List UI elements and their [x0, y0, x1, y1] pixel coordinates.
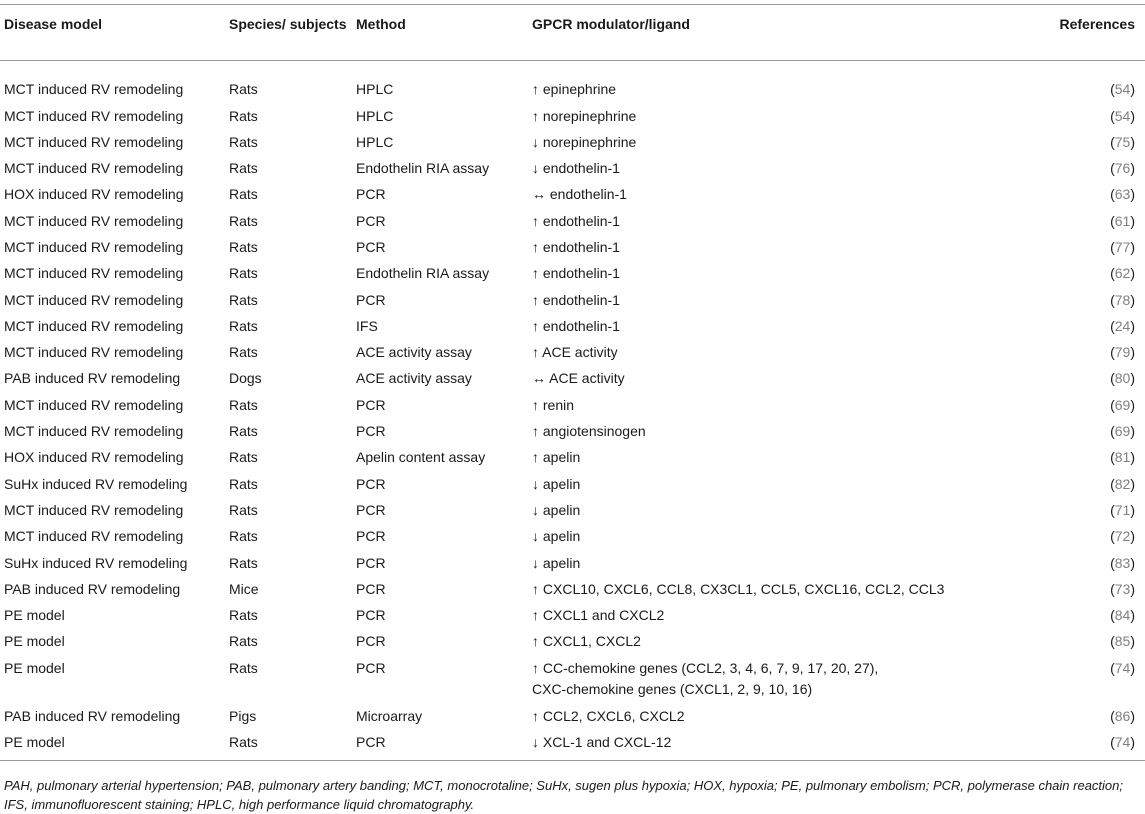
ref-paren-close: ) [1130, 396, 1135, 413]
cell-reference [1015, 61, 1145, 103]
ref-number[interactable]: 81 [1114, 449, 1131, 466]
table-row [0, 339, 1145, 365]
table-row [0, 602, 1145, 628]
ref-paren-close: ) [1130, 291, 1135, 308]
ref-paren-close: ) [1130, 475, 1135, 492]
cell-disease-model: HOX induced RV remodeling [4, 449, 184, 466]
cell-ligand: ↑ CXCL1, CXCL2 [532, 633, 641, 650]
table-row [0, 523, 1145, 549]
cell-method: PCR [356, 734, 386, 751]
table-row [0, 313, 1145, 339]
cell-reference [1015, 703, 1145, 729]
cell-method: HPLC [356, 81, 394, 97]
table-row [0, 576, 1145, 602]
table-row [0, 365, 1145, 391]
cell-ligand: ↑ ACE activity [532, 344, 618, 361]
ref-number[interactable]: 74 [1114, 659, 1131, 676]
ref-paren-open: ( [1110, 423, 1115, 440]
cell-reference [1015, 444, 1145, 470]
cell-disease-model: MCT induced RV remodeling [4, 528, 184, 545]
ref-paren-close: ) [1130, 734, 1135, 751]
cell-species: Rats [229, 344, 258, 361]
cell-disease-model: MCT induced RV remodeling [4, 344, 184, 361]
cell-species: Rats [229, 265, 258, 282]
ref-number[interactable]: 73 [1114, 580, 1131, 597]
cell-reference [1015, 602, 1145, 628]
table-row [0, 703, 1145, 729]
cell-disease-model: MCT induced RV remodeling [4, 265, 184, 282]
cell-reference [1015, 392, 1145, 418]
cell-ligand: ↓ norepinephrine [532, 133, 637, 150]
cell-method: ACE activity assay [356, 344, 472, 361]
cell-ligand: ↑ norepinephrine [532, 107, 637, 124]
ref-paren-close: ) [1130, 81, 1135, 97]
cell-reference [1015, 287, 1145, 313]
cell-method: IFS [356, 317, 378, 334]
ref-number[interactable]: 79 [1114, 344, 1131, 361]
ref-number[interactable]: 72 [1114, 528, 1131, 545]
cell-species: Rats [229, 317, 258, 334]
cell-ligand: ↔ endothelin-1 [532, 186, 627, 203]
cell-ligand: ↑ endothelin-1 [532, 212, 620, 229]
cell-method: Endothelin RIA assay [356, 160, 490, 177]
cell-disease-model: MCT induced RV remodeling [4, 160, 184, 177]
ref-paren-open: ( [1110, 528, 1115, 545]
cell-reference [1015, 576, 1145, 602]
cell-species: Rats [229, 423, 258, 440]
ref-paren-close: ) [1130, 238, 1135, 255]
table-row [0, 155, 1145, 181]
ref-number[interactable]: 83 [1114, 554, 1131, 571]
cell-method: PCR [356, 238, 386, 255]
table-row [0, 61, 1145, 103]
table-row [0, 234, 1145, 260]
cell-disease-model: PAB induced RV remodeling [4, 370, 181, 387]
cell-disease-model: MCT induced RV remodeling [4, 133, 184, 150]
ref-number[interactable]: 75 [1114, 133, 1131, 150]
header-references: References [1059, 16, 1135, 32]
ref-paren-open: ( [1110, 291, 1115, 308]
cell-species: Mice [229, 580, 259, 597]
ref-paren-open: ( [1110, 607, 1115, 624]
cell-reference [1015, 234, 1145, 260]
table-row [0, 260, 1145, 286]
cell-species: Rats [229, 475, 258, 492]
ref-number[interactable]: 69 [1114, 396, 1131, 413]
ref-paren-open: ( [1110, 370, 1115, 387]
cell-species: Rats [229, 633, 258, 650]
cell-reference [1015, 729, 1145, 760]
ref-paren-open: ( [1110, 554, 1115, 571]
cell-species: Rats [229, 501, 258, 518]
table-row [0, 550, 1145, 576]
ref-paren-close: ) [1130, 607, 1135, 624]
ligand-line-1: ↑ CC-chemokine genes (CCL2, 3, 4, 6, 7, 9, 17, 20, 27), [532, 659, 879, 676]
cell-reference [1015, 129, 1145, 155]
cell-method: PCR [356, 186, 386, 203]
cell-reference [1015, 103, 1145, 129]
ref-number[interactable]: 54 [1114, 107, 1131, 124]
cell-method: Microarray [356, 707, 423, 724]
ligand-line-2: CXC-chemokine genes (CXCL1, 2, 9, 10, 16) [532, 680, 813, 697]
cell-species: Rats [229, 659, 258, 676]
ref-paren-close: ) [1130, 317, 1135, 334]
ref-paren-close: ) [1130, 449, 1135, 466]
cell-reference [1015, 655, 1145, 703]
ref-paren-close: ) [1130, 344, 1135, 361]
ref-number[interactable]: 85 [1114, 633, 1131, 650]
cell-ligand: ↑ angiotensinogen [532, 423, 646, 440]
cell-disease-model: MCT induced RV remodeling [4, 238, 184, 255]
cell-species: Rats [229, 81, 258, 97]
table-row [0, 129, 1145, 155]
ref-paren-open: ( [1110, 659, 1115, 676]
ref-paren-open: ( [1110, 265, 1115, 282]
cell-method: PCR [356, 607, 386, 624]
cell-species: Rats [229, 449, 258, 466]
ref-paren-close: ) [1130, 265, 1135, 282]
table-body [0, 61, 1145, 761]
cell-species: Dogs [229, 370, 262, 387]
ref-paren-close: ) [1130, 528, 1135, 545]
table-row [0, 471, 1145, 497]
ref-paren-close: ) [1130, 501, 1135, 518]
cell-species: Rats [229, 238, 258, 255]
cell-species: Rats [229, 396, 258, 413]
cell-disease-model: MCT induced RV remodeling [4, 423, 184, 440]
cell-ligand: ↔ ACE activity [532, 370, 625, 387]
ref-paren-close: ) [1130, 580, 1135, 597]
ref-number[interactable]: 78 [1114, 291, 1131, 308]
cell-species: Rats [229, 160, 258, 177]
cell-ligand: ↑ endothelin-1 [532, 238, 620, 255]
cell-species: Rats [229, 607, 258, 624]
ref-paren-close: ) [1130, 160, 1135, 177]
cell-disease-model: MCT induced RV remodeling [4, 81, 184, 97]
cell-method: PCR [356, 423, 386, 440]
ref-paren-open: ( [1110, 449, 1115, 466]
cell-reference [1015, 155, 1145, 181]
header-disease-model: Disease model [4, 16, 103, 32]
ref-paren-close: ) [1130, 186, 1135, 203]
gpcr-table [0, 4, 1145, 761]
ref-paren-open: ( [1110, 396, 1115, 413]
table-row [0, 655, 1145, 703]
ref-paren-open: ( [1110, 734, 1115, 751]
cell-method: PCR [356, 554, 386, 571]
ref-number[interactable]: 74 [1114, 734, 1131, 751]
cell-method: Endothelin RIA assay [356, 265, 490, 282]
cell-reference [1015, 365, 1145, 391]
cell-ligand: ↑ endothelin-1 [532, 317, 620, 334]
cell-method: PCR [356, 475, 386, 492]
ref-number[interactable]: 76 [1114, 160, 1131, 177]
cell-method: PCR [356, 528, 386, 545]
cell-ligand: ↑ apelin [532, 449, 581, 466]
cell-method: HPLC [356, 133, 394, 150]
cell-reference [1015, 418, 1145, 444]
table-row [0, 287, 1145, 313]
cell-method: HPLC [356, 107, 394, 124]
cell-reference [1015, 313, 1145, 339]
cell-ligand: ↑ CCL2, CXCL6, CXCL2 [532, 707, 685, 724]
cell-reference [1015, 628, 1145, 654]
table-row [0, 418, 1145, 444]
cell-species: Pigs [229, 707, 257, 724]
cell-ligand: ↑ renin [532, 396, 575, 413]
ref-number[interactable]: 24 [1114, 317, 1131, 334]
ref-number[interactable]: 63 [1114, 186, 1131, 203]
table-row [0, 181, 1145, 207]
ref-number[interactable]: 54 [1114, 81, 1131, 97]
cell-disease-model: PE model [4, 659, 65, 676]
cell-disease-model: PAB induced RV remodeling [4, 707, 181, 724]
cell-method: PCR [356, 580, 386, 597]
cell-ligand: ↓ apelin [532, 554, 581, 571]
cell-reference [1015, 181, 1145, 207]
cell-species: Rats [229, 107, 258, 124]
ref-paren-open: ( [1110, 633, 1115, 650]
cell-ligand [528, 655, 1015, 703]
ref-number[interactable]: 69 [1114, 423, 1131, 440]
ref-paren-close: ) [1130, 659, 1135, 676]
cell-method: PCR [356, 212, 386, 229]
ref-paren-open: ( [1110, 475, 1115, 492]
table-row [0, 444, 1145, 470]
cell-ligand: ↓ apelin [532, 501, 581, 518]
cell-disease-model: PE model [4, 607, 65, 624]
cell-method: Apelin content assay [356, 449, 486, 466]
header-row [0, 5, 1145, 61]
header-ligand: GPCR modulator/ligand [532, 16, 690, 32]
table-row [0, 497, 1145, 523]
cell-method: PCR [356, 633, 386, 650]
cell-species: Rats [229, 528, 258, 545]
header-method: Method [356, 16, 406, 32]
cell-ligand: ↑ epinephrine [532, 81, 617, 97]
cell-method: PCR [356, 659, 386, 676]
ref-paren-open: ( [1110, 501, 1115, 518]
cell-disease-model: PE model [4, 734, 65, 751]
ref-paren-close: ) [1130, 423, 1135, 440]
cell-species: Rats [229, 212, 258, 229]
ref-number[interactable]: 62 [1114, 265, 1131, 282]
cell-method: PCR [356, 501, 386, 518]
ref-paren-open: ( [1110, 344, 1115, 361]
cell-reference [1015, 497, 1145, 523]
ref-paren-open: ( [1110, 238, 1115, 255]
cell-ligand: ↓ endothelin-1 [532, 160, 620, 177]
cell-species: Rats [229, 186, 258, 203]
ref-number[interactable]: 61 [1114, 212, 1131, 229]
ref-paren-close: ) [1130, 133, 1135, 150]
cell-method: ACE activity assay [356, 370, 472, 387]
ref-paren-open: ( [1110, 81, 1115, 97]
ref-paren-close: ) [1130, 707, 1135, 724]
cell-disease-model: PE model [4, 633, 65, 650]
cell-disease-model: HOX induced RV remodeling [4, 186, 184, 203]
cell-ligand: ↓ apelin [532, 528, 581, 545]
cell-ligand: ↑ CXCL10, CXCL6, CCL8, CX3CL1, CCL5, CXCL16, CCL2, CCL3 [532, 580, 945, 597]
cell-method: PCR [356, 291, 386, 308]
ref-paren-open: ( [1110, 186, 1115, 203]
ref-number[interactable]: 77 [1114, 238, 1131, 255]
cell-disease-model: SuHx induced RV remodeling [4, 554, 188, 571]
cell-reference [1015, 550, 1145, 576]
cell-reference [1015, 260, 1145, 286]
cell-disease-model: MCT induced RV remodeling [4, 501, 184, 518]
cell-method: PCR [356, 396, 386, 413]
ref-paren-open: ( [1110, 580, 1115, 597]
table-row [0, 208, 1145, 234]
cell-ligand: ↑ endothelin-1 [532, 291, 620, 308]
table-row [0, 392, 1145, 418]
cell-species: Rats [229, 291, 258, 308]
ref-number[interactable]: 82 [1114, 475, 1131, 492]
cell-reference [1015, 339, 1145, 365]
ref-paren-open: ( [1110, 133, 1115, 150]
ref-paren-close: ) [1130, 633, 1135, 650]
cell-disease-model: SuHx induced RV remodeling [4, 475, 188, 492]
table-row [0, 103, 1145, 129]
cell-disease-model: MCT induced RV remodeling [4, 107, 184, 124]
table-row [0, 628, 1145, 654]
header-species: Species/ subjects [229, 16, 347, 32]
ref-paren-close: ) [1130, 212, 1135, 229]
cell-disease-model: MCT induced RV remodeling [4, 212, 184, 229]
cell-reference [1015, 208, 1145, 234]
ref-paren-open: ( [1110, 160, 1115, 177]
cell-reference [1015, 523, 1145, 549]
cell-ligand: ↑ endothelin-1 [532, 265, 620, 282]
cell-disease-model: MCT induced RV remodeling [4, 317, 184, 334]
ref-number[interactable]: 84 [1114, 607, 1131, 624]
table-row [0, 729, 1145, 760]
cell-reference [1015, 471, 1145, 497]
ref-paren-close: ) [1130, 370, 1135, 387]
ref-number[interactable]: 80 [1114, 370, 1131, 387]
cell-species: Rats [229, 734, 258, 751]
cell-ligand: ↑ CXCL1 and CXCL2 [532, 607, 665, 624]
cell-species: Rats [229, 133, 258, 150]
cell-disease-model: MCT induced RV remodeling [4, 291, 184, 308]
cell-species: Rats [229, 554, 258, 571]
cell-ligand: ↓ apelin [532, 475, 581, 492]
ref-paren-close: ) [1130, 107, 1135, 124]
ref-paren-open: ( [1110, 707, 1115, 724]
cell-ligand: ↓ XCL-1 and CXCL-12 [532, 734, 672, 751]
ref-number[interactable]: 71 [1114, 501, 1131, 518]
ref-paren-open: ( [1110, 317, 1115, 334]
cell-disease-model: PAB induced RV remodeling [4, 580, 181, 597]
ref-number[interactable]: 86 [1114, 707, 1131, 724]
ref-paren-open: ( [1110, 107, 1115, 124]
cell-disease-model: MCT induced RV remodeling [4, 396, 184, 413]
table-footnote: PAH, pulmonary arterial hypertension; PAB, pulmonary artery banding; MCT, monocrotaline; SuHx, sugen plus hypoxia; HOX, hypoxia; PE, pulmonary embolism; PCR, polymerase chain reaction; IFS, immunofluorescent staining; HPLC, high performance liquid chromatography. [4, 778, 1124, 812]
ref-paren-close: ) [1130, 554, 1135, 571]
ref-paren-open: ( [1110, 212, 1115, 229]
